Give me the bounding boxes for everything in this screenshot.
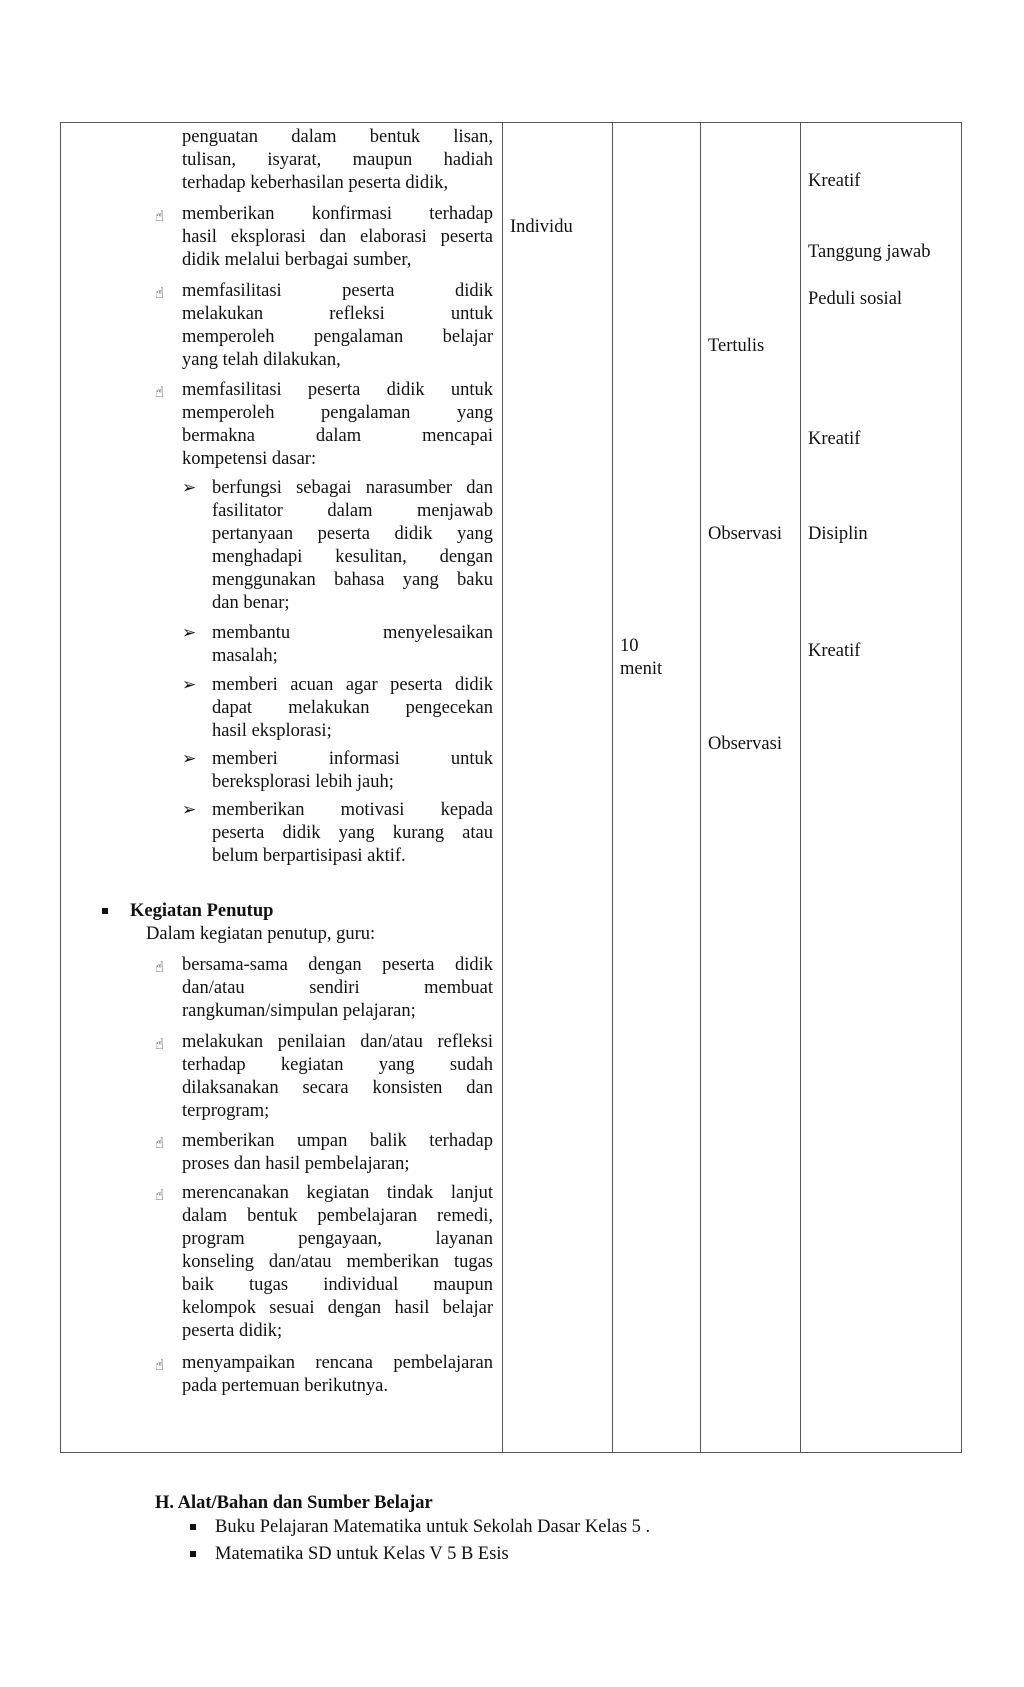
section-heading: Kegiatan Penutup xyxy=(130,901,274,921)
arrow-bullet-icon: ➢ xyxy=(182,478,197,498)
list-item: membantu menyelesaikan masalah; xyxy=(212,623,493,666)
table-divider xyxy=(612,122,613,1453)
square-bullet-icon xyxy=(102,908,108,914)
square-bullet-icon xyxy=(190,1524,196,1530)
table-divider xyxy=(700,122,701,1453)
section-title: H. Alat/Bahan dan Sumber Belajar xyxy=(155,1493,433,1513)
assessment-cell: Observasi xyxy=(708,734,782,754)
character-cell: Kreatif xyxy=(808,429,861,449)
time-cell: 10 menit xyxy=(620,636,663,679)
pointing-hand-icon: ☝ xyxy=(155,383,165,401)
list-item: memberi acuan agar peserta didik dapat melakukan pengecekan hasil eksplorasi; xyxy=(212,675,493,741)
arrow-bullet-icon: ➢ xyxy=(182,675,197,695)
pointing-hand-icon: ☝ xyxy=(155,207,165,225)
list-item: memberikan umpan balik terhadap proses dan hasil pembelajaran; xyxy=(182,1131,493,1174)
list-item: memfasilitasi peserta didik untuk memperoleh pengalaman yang bermakna dalam mencapai kompetensi dasar: xyxy=(182,380,493,469)
character-cell: Disiplin xyxy=(808,524,868,544)
list-item: menyampaikan rencana pembelajaran pada pertemuan berikutnya. xyxy=(182,1353,493,1396)
intro-paragraph: penguatan dalam bentuk lisan, tulisan, isyarat, maupun hadiah terhadap keberhasilan peserta didik, xyxy=(182,127,493,193)
list-item: bersama-sama dengan peserta didik dan/atau sendiri membuat rangkuman/simpulan pelajaran; xyxy=(182,955,493,1021)
organization-cell: Individu xyxy=(510,217,573,237)
pointing-hand-icon: ☝ xyxy=(155,1134,165,1152)
list-item: merencanakan kegiatan tindak lanjut dalam bentuk pembelajaran remedi, program pengayaan, layanan konseling dan/atau memberikan tugas baik tugas individual maupun kelompok sesuai dengan hasil belajar peserta didik; xyxy=(182,1183,493,1341)
character-cell: Kreatif xyxy=(808,641,861,661)
arrow-bullet-icon: ➢ xyxy=(182,749,197,769)
section-intro: Dalam kegiatan penutup, guru: xyxy=(146,924,376,944)
character-cell: Kreatif xyxy=(808,171,861,191)
pointing-hand-icon: ☝ xyxy=(155,1035,165,1053)
pointing-hand-icon: ☝ xyxy=(155,1356,165,1374)
list-item: memfasilitasi peserta didik melakukan refleksi untuk memperoleh pengalaman belajar yang telah dilakukan, xyxy=(182,281,493,370)
pointing-hand-icon: ☝ xyxy=(155,958,165,976)
square-bullet-icon xyxy=(190,1551,196,1557)
assessment-cell: Observasi xyxy=(708,524,782,544)
list-item: melakukan penilaian dan/atau refleksi terhadap kegiatan yang sudah dilaksanakan secara konsisten dan terprogram; xyxy=(182,1032,493,1121)
pointing-hand-icon: ☝ xyxy=(155,284,165,302)
arrow-bullet-icon: ➢ xyxy=(182,800,197,820)
arrow-bullet-icon: ➢ xyxy=(182,623,197,643)
assessment-cell: Tertulis xyxy=(708,336,765,356)
pointing-hand-icon: ☝ xyxy=(155,1186,165,1204)
resource-item: Buku Pelajaran Matematika untuk Sekolah Dasar Kelas 5 . xyxy=(215,1517,651,1537)
list-item: memberi informasi untuk bereksplorasi lebih jauh; xyxy=(212,749,493,792)
list-item: memberikan motivasi kepada peserta didik yang kurang atau belum berpartisipasi aktif. xyxy=(212,800,493,866)
character-cell: Peduli sosial xyxy=(808,289,903,309)
table-divider xyxy=(800,122,801,1453)
table-divider xyxy=(502,122,503,1453)
list-item: memberikan konfirmasi terhadap hasil eksplorasi dan elaborasi peserta didik melalui berbagai sumber, xyxy=(182,204,493,270)
list-item: berfungsi sebagai narasumber dan fasilitator dalam menjawab pertanyaan peserta didik yang menghadapi kesulitan, dengan menggunakan bahasa yang baku dan benar; xyxy=(212,478,493,613)
character-cell: Tanggung jawab xyxy=(808,242,931,262)
resource-item: Matematika SD untuk Kelas V 5 B Esis xyxy=(215,1544,509,1564)
